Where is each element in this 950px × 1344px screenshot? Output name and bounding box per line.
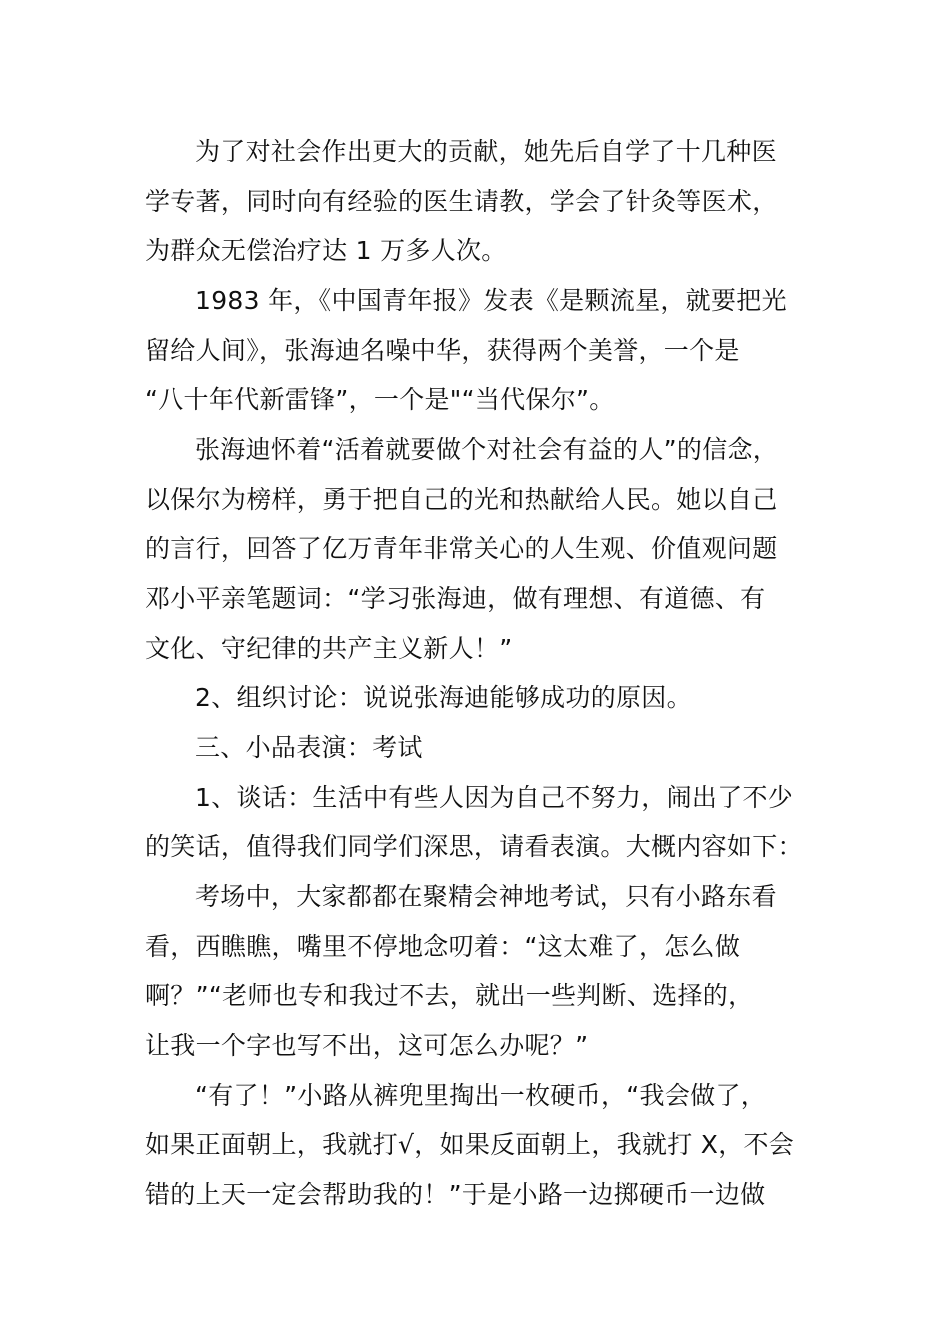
text-line: 1983 年，《中国青年报》发表《是颗流星，就要把光 (195, 286, 787, 315)
text-line: 的笑话，值得我们同学们深思，请看表演。大概内容如下： (145, 832, 803, 861)
text-line: 留给人间》，张海迪名噪中华，获得两个美誉，一个是 (145, 336, 740, 365)
text-line: 以保尔为榜样，勇于把自己的光和热献给人民。她以自己 (145, 485, 778, 514)
text-line: 邓小平亲笔题词：“学习张海迪，做有理想、有道德、有 (145, 584, 766, 613)
text-line: “有了！”小路从裤兜里掏出一枚硬币，“我会做了， (195, 1081, 767, 1110)
text-line: 学专著，同时向有经验的医生请教，学会了针灸等医术， (145, 187, 778, 216)
text-line: 文化、守纪律的共产主义新人！” (145, 634, 513, 663)
text-line: 错的上天一定会帮助我的！”于是小路一边掷硬币一边做 (145, 1180, 766, 1209)
text-line: 2、组织讨论：说说张海迪能够成功的原因。 (195, 683, 692, 712)
text-line: 考场中，大家都都在聚精会神地考试，只有小路东看 (195, 882, 777, 911)
text-line: 如果正面朝上，我就打√，如果反面朝上，我就打 X，不会 (145, 1130, 795, 1159)
text-line: 为了对社会作出更大的贡献，她先后自学了十几种医 (195, 137, 777, 166)
text-line: “八十年代新雷锋”，一个是"“当代保尔”。 (145, 385, 615, 414)
text-line: 1、谈话：生活中有些人因为自己不努力，闹出了不少 (195, 783, 794, 812)
text-line: 三、小品表演：考试 (195, 733, 423, 762)
text-line: 的言行，回答了亿万青年非常关心的人生观、价值观问题 (145, 534, 778, 563)
text-line: 看，西瞧瞧，嘴里不停地念叨着：“这太难了，怎么做 (145, 932, 741, 961)
text-line: 啊？”“老师也专和我过不去，就出一些判断、选择的， (145, 981, 754, 1010)
text-line: 为群众无偿治疗达 1 万多人次。 (145, 236, 507, 265)
text-line: 张海迪怀着“活着就要做个对社会有益的人”的信念， (195, 435, 779, 464)
text-line: 让我一个字也写不出，这可怎么办呢？” (145, 1031, 589, 1060)
